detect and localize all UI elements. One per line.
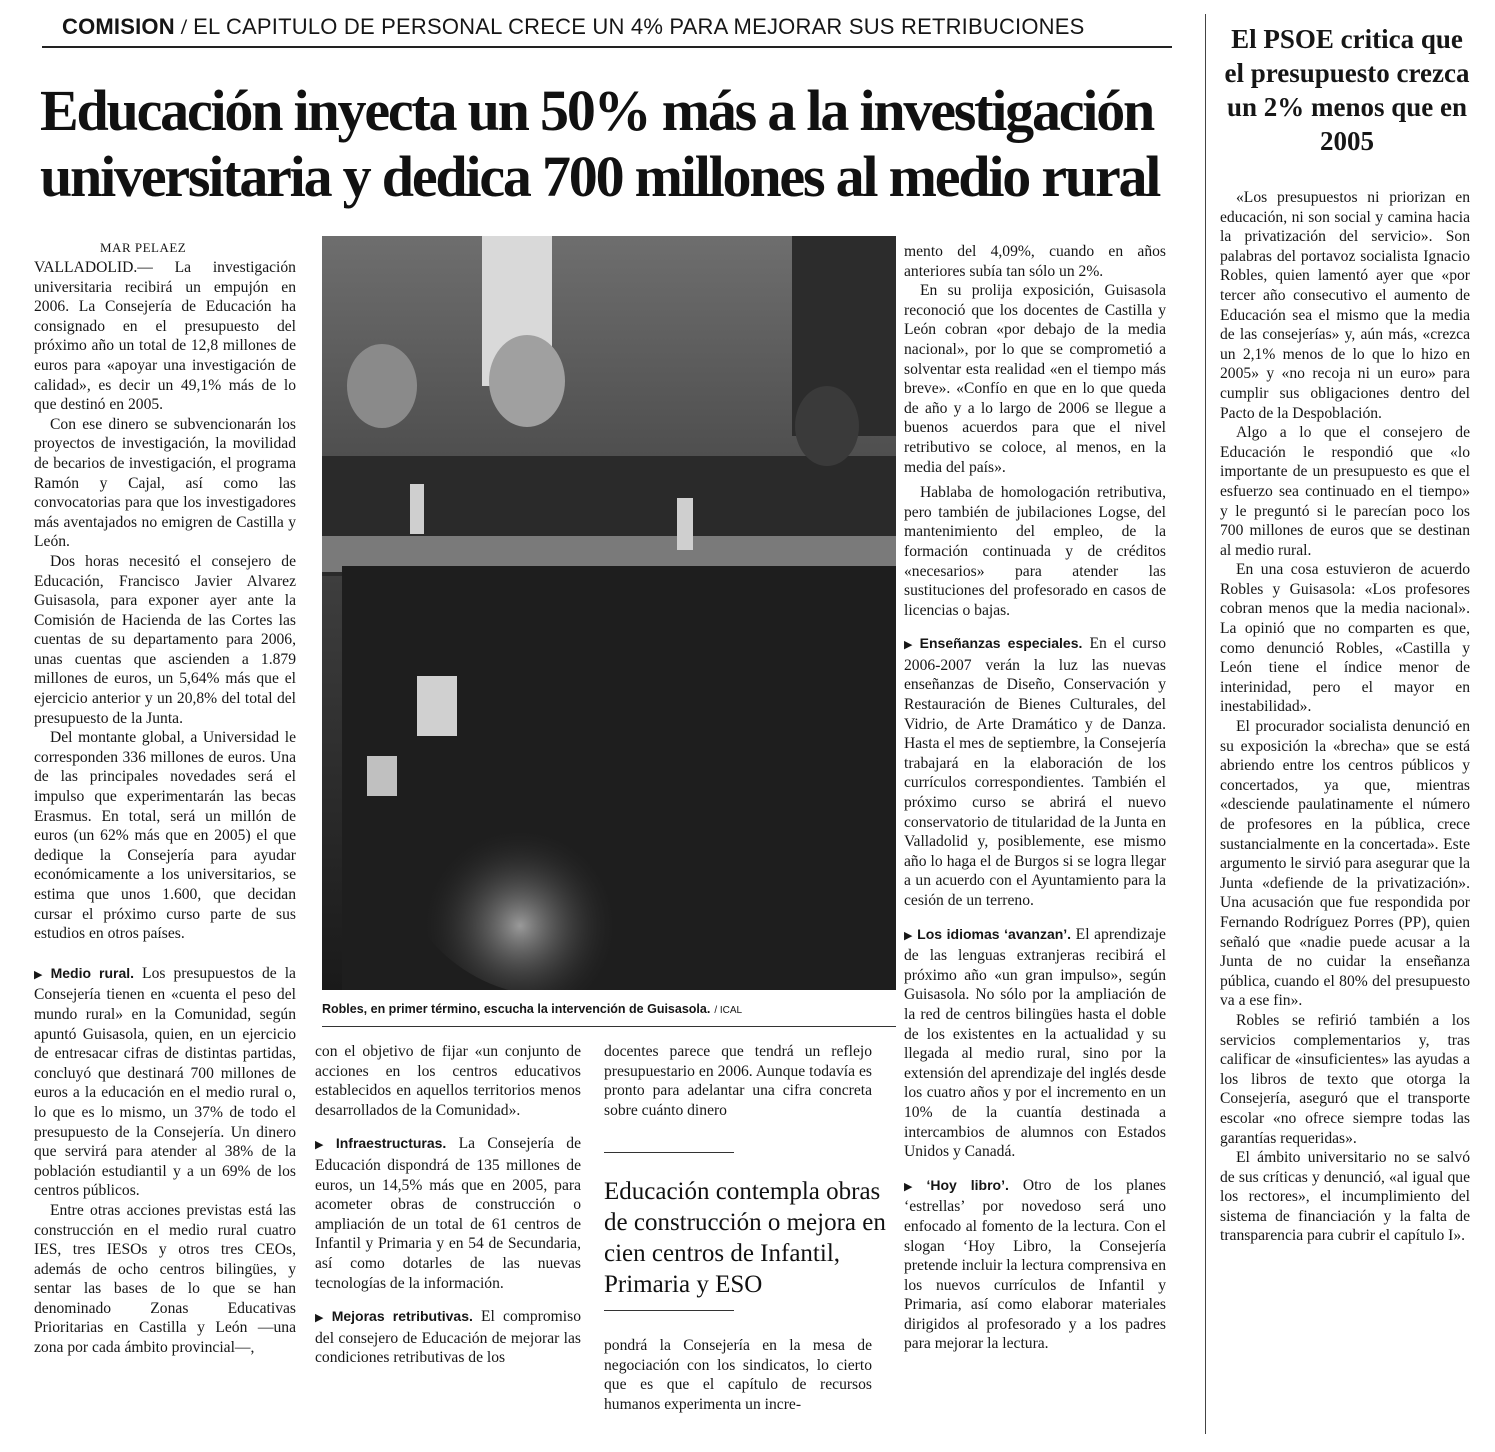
sidebar-headline: El PSOE critica que el presupuesto crezca un 2% menos que en 2005 [1224,24,1470,156]
kicker-rule [42,46,1172,48]
paragraph: El procurador socialista denunció en su exposición la «brecha» que se está abriendo entre los centros públicos y concertados, ya que, mientras «desciende paulatinamente el número de profesores en la pública, crece sustancialmente en la concertada». Este argumento le sirvió para asegurar que la Junta «defiende de la privatización». Una acusación que fue respondida por Fernando Rodríguez Porres (PP), quien señaló que «nadie puede acusar a la Junta de no cuidar la enseñanza pública, cuando el 80% del presupuesto va a ese fin». [1220,718,1470,1010]
paragraph: con el objetivo de fijar «un conjunto de acciones en los centros educativos establecidos en aquellos territorios menos desarrollados de la Comunidad». [315,1043,581,1119]
kicker-section: COMISION [62,14,175,39]
dateline: VALLADOLID.— [34,259,153,276]
paragraph: Con ese dinero se subvencionarán los proyectos de investigación, la movilidad de becarios de investigación, el programa Ramón y Cajal, así como las convocatorias para que los investigadores más aventajados no emigren de Castilla y León. [34,415,296,551]
byline: MAR PELAEZ [100,240,187,255]
arrow-bullet-icon: ▶ [315,1139,332,1152]
paragraph: pondrá la Consejería en la mesa de negociación con los sindicatos, lo cierto que es que el capítulo de recursos humanos experimenta un incre- [604,1337,872,1413]
headline-line-2: universitaria y dedica 700 millones al medio rural [40,144,1160,209]
article-column-4 [904,242,1166,1354]
arrow-bullet-icon: ▶ [904,639,916,652]
paragraph: Hablaba de homologación retributiva, pero también de jubilaciones Logse, del mantenimiento del empleo, de la formación continuada y de créditos «necesarios» para atender las sustituciones del profesorado en casos de licencias o bajas. [904,484,1166,619]
paragraph: En su prolija exposición, Guisasola reconoció que los docentes de Castilla y León cobran «por debajo de la media nacional», por lo que se comprometió a solventar esta realidad «en el tiempo más breve». «Confío en que en lo que queda de año y a lo largo de 2006 se llegue a buenos acuerdos para que el nivel retributivo se coloce, al menos, en la media del país». [904,282,1166,476]
paragraph: Dos horas necesitó el consejero de Educación, Francisco Javier Alvarez Guisasola, para exponer ayer ante la Comisión de Hacienda de las Cortes las cuentas de su departamento para 2006, unas cuentas que ascienden a 1.879 millones de euros, un 5,64% más que el ejercicio anterior y un 20,8% del total del presupuesto de la Junta. [34,552,296,727]
section-kicker [62,14,1162,40]
paragraph: ▶ ‘Hoy libro’. Otro de los planes ‘estrellas’ por novedoso será uno enfocado al fomento de la lectura. Con el slogan ‘Hoy Libro, la Consejería pretende incluir la lectura comprensiva en los nuevos currículos de Infantil y Primaria, así como elaborar materiales dirigidos al profesorado y a los padres para mejorar la lectura. [904,1176,1166,1353]
column-divider [1205,14,1206,1434]
paragraph: En una cosa estuvieron de acuerdo Robles y Guisasola: «Los profesores cobran menos que la media nacional». La opinió que no comparten es que, como denunció Robles, «Castilla y León tiene el índice menor de interinidad, pero el mayor en inestabilidad». [1220,561,1470,716]
subhead-infraestructuras: Infraestructuras. [335,1135,447,1152]
subhead-hoy-libro: ‘Hoy libro’. [926,1176,1009,1193]
kicker-separator: / [180,14,188,39]
photo-image [322,236,896,990]
paragraph: Del montante global, a Universidad le corresponden 336 millones de euros. Una de las principales novedades será el impulso que experimentarán las becas Erasmus. En total, será un millón de euros (un 62% más que en 2005) el que dedique la Consejería para ayudar económicamente a los universitarios, se estima que unos 1.600, que decidan cursar el próximo curso parte de sus estudios en otros países. [34,729,296,943]
pull-quote: Educación contempla obras de construcción o mejora en cien centros de Infantil, Primaria y ESO [604,1178,886,1298]
subhead-idiomas: Los idiomas ‘avanzan’. [917,925,1072,942]
pull-quote-rule-top [604,1152,734,1153]
subhead-medio-rural: Medio rural. [50,964,135,981]
article-column-1 [34,258,296,1358]
article-column-3-top [604,1042,872,1120]
paragraph: ▶ Mejoras retributivas. El compromiso del consejero de Educación de mejorar las condiciones retributivas de los [315,1308,581,1367]
sidebar-column [1220,188,1470,1246]
article-column-3-bottom [604,1336,872,1414]
headline-line-1: Educación inyecta un 50% más a la investigación [40,78,1154,143]
photo-caption [322,1002,896,1016]
paragraph: Entre otras acciones previstas está las construcción en el medio rural cuatro IES, tres IESOs y otros tres CEOs, además de ocho centros bilingües, y sentar las bases de lo que se han denominado Zonas Educativas Prioritarias en Castilla y León —una zona por cada ámbito provincial—, [34,1201,296,1357]
paragraph: El ámbito universitario no se salvó de sus críticas y denunció, «al igual que los rectores», el incumplimiento del sistema de financiación y la falta de transparencia para cubrir el capítulo I». [1220,1149,1470,1245]
kicker-text: EL CAPITULO DE PERSONAL CRECE UN 4% PARA MEJORAR SUS RETRIBUCIONES [193,14,1085,39]
arrow-bullet-icon: ▶ [904,929,914,942]
photo-credit: / ICAL [714,1005,743,1016]
subhead-mejoras-retributivas: Mejoras retributivas. [331,1308,473,1325]
arrow-bullet-icon: ▶ [315,1312,328,1325]
paragraph: ▶ Enseñanzas especiales. En el curso 2006-2007 verán la luz las nuevas enseñanzas de Diseño, Conservación y Restauración de Bienes Culturales, del Vidrio, de Arte Dramático y de Danza. Hasta el mes de septiembre, la Consejería trabajará en la elaboración de los currículos correspondientes. También el próximo curso se abrirá el nuevo conservatorio de titularidad de la Junta en Valladolid y, posiblemente, ese mismo año lo haga el de Burgos si se logra llegar a un acuerdo con el Ayuntamiento para la cesión de un terreno. [904,635,1167,909]
arrow-bullet-icon: ▶ [904,1180,923,1193]
paragraph: Algo a lo que el consejero de Educación le respondió que «lo importante de un presupuesto es que el esfuerzo sea continuado en el tiempo» y le preguntó si le parecían poco los 700 millones de euros que se destinan al medio rural. [1220,424,1470,559]
paragraph: «Los presupuestos ni priorizan en educación, ni son social y camina hacia la privatización del servicio». Son palabras del portavoz socialista Ignacio Robles, quien lamentó ayer que «por tercer año consecutivo el aumento de Educación sea el mismo que la media de las consejerías» y, aún más, «crezca un 2,1% menos de lo que lo hizo en 2005» y «no recoja ni un euro» para cumplir sus obligaciones dentro del Pacto de la Despoblación. [1220,189,1470,422]
caption-rule [322,1026,896,1027]
arrow-bullet-icon: ▶ [34,968,47,981]
subhead-ensenanzas-especiales: Enseñanzas especiales. [919,635,1083,652]
pull-quote-rule-bottom [604,1310,734,1311]
paragraph: ▶ Infraestructuras. La Consejería de Educación dispondrá de 135 millones de euros, un 14,5% más que en 2005, para acometer obras de construcción o ampliación de un total de 61 centros de Infantil y Primaria y en 54 de Secundaria, así como dotarles de las nuevas tecnologías de la información. [315,1135,581,1292]
paragraph: ▶ Los idiomas ‘avanzan’. El aprendizaje de las lenguas extranjeras recibirá el próximo año «un gran impulso», según Guisasola. No sólo por la ampliación de la red de centros bilingües hasta el doble de los existentes en la actualidad y su llegada al medio rural, sino por la extensión del aprendizaje del inglés desde los cuatro años y por el incremento en un 10% de la cuantía destinada a intercambios de alumnos con Estados Unidos y Canadá. [904,925,1166,1161]
paragraph: mento del 4,09%, cuando en años anteriores subía tan sólo un 2%. [904,243,1166,280]
paragraph: docentes parece que tendrá un reflejo presupuestario en 2006. Aunque todavía es pronto para adelantar una cifra concreta sobre cuánto dinero [604,1043,872,1119]
article-photo [322,236,896,990]
main-headline [40,78,1190,210]
lead-paragraph: VALLADOLID.— La investigación universitaria recibirá un empujón en 2006. La Consejería de Educación ha consignado en el presupuesto del próximo año un total de 12,8 millones de euros para «apoyar una investigación de calidad», es decir un 49,1% más de lo que destinó en 2005. [34,259,296,414]
article-column-2 [315,1042,581,1368]
paragraph: ▶ Medio rural. Los presupuestos de la Consejería tienen en «cuenta el peso del mundo rural» en la Comunidad, según apuntó Guisasola, quien, en un ejercicio de entresacar cifras de distintas partidas, concluyó que destinará 700 millones de euros a la educación en el medio rural o, lo que es lo mismo, un 37% de todo el presupuesto de la Consejería. Un dinero que servirá para atender al 38% de la población estudiantil y a un 69% de los centros públicos. [34,964,296,1200]
caption-text: Robles, en primer término, escucha la intervención de Guisasola. [322,1002,711,1016]
paragraph: Robles se refirió también a los servicios complementarios y, tras calificar de «insuficientes» las ayudas a los libros de texto que otorga la Consejería, aseguró que el transporte escolar «no ofrece siempre todas las garantías requeridas». [1220,1011,1470,1147]
